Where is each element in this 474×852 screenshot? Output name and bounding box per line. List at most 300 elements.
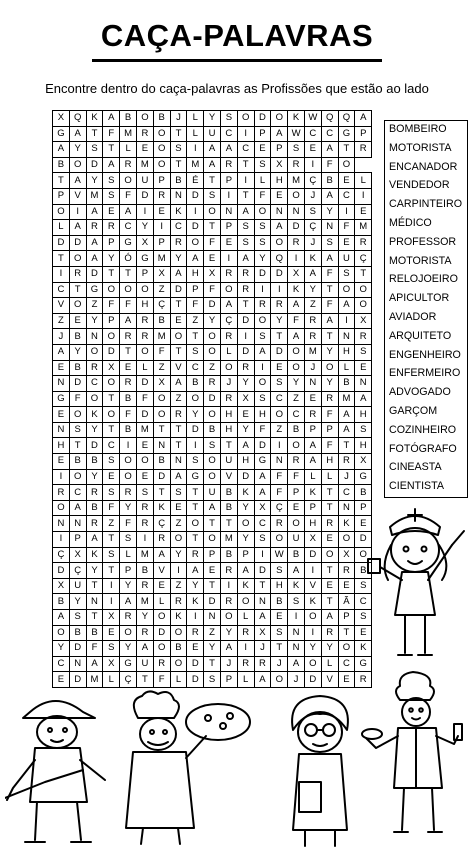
grid-cell: E bbox=[254, 142, 271, 158]
grid-cell: S bbox=[254, 157, 271, 173]
grid-cell: X bbox=[103, 656, 120, 672]
cook-illustration bbox=[358, 668, 470, 838]
grid-row bbox=[53, 251, 372, 267]
grid-cell: Ç bbox=[120, 672, 137, 688]
grid-cell: Z bbox=[204, 625, 221, 641]
grid-row bbox=[53, 266, 372, 282]
grid-cell: A bbox=[120, 313, 137, 329]
grid-cell: I bbox=[288, 610, 305, 626]
grid-cell: I bbox=[103, 578, 120, 594]
grid-cell: S bbox=[86, 142, 103, 158]
grid-cell: R bbox=[254, 298, 271, 314]
grid-cell: C bbox=[53, 282, 70, 298]
grid-cell: S bbox=[69, 422, 86, 438]
grid-row bbox=[53, 563, 372, 579]
grid-cell: N bbox=[254, 594, 271, 610]
grid-cell: E bbox=[170, 313, 187, 329]
grid-cell: A bbox=[69, 126, 86, 142]
grid-cell: S bbox=[103, 173, 120, 189]
grid-cell: K bbox=[304, 251, 321, 267]
grid-cell: R bbox=[288, 157, 305, 173]
grid-cell: M bbox=[220, 532, 237, 548]
grid-cell: S bbox=[170, 485, 187, 501]
grid-cell: O bbox=[120, 469, 137, 485]
grid-cell: Y bbox=[69, 344, 86, 360]
grid-cell: A bbox=[271, 126, 288, 142]
grid-cell: O bbox=[103, 407, 120, 423]
grid-cell: P bbox=[220, 173, 237, 189]
grid-row bbox=[53, 656, 372, 672]
grid-cell: I bbox=[304, 563, 321, 579]
grid-cell: D bbox=[69, 641, 86, 657]
grid-cell: E bbox=[53, 672, 70, 688]
grid-cell: F bbox=[204, 235, 221, 251]
grid-cell: S bbox=[254, 532, 271, 548]
grid-cell: Y bbox=[204, 313, 221, 329]
grid-row bbox=[53, 672, 372, 688]
grid-cell: R bbox=[237, 282, 254, 298]
grid-row bbox=[53, 578, 372, 594]
grid-cell: N bbox=[170, 454, 187, 470]
word-list-item: ENFERMEIRO bbox=[385, 365, 467, 384]
grid-cell: D bbox=[187, 672, 204, 688]
grid-cell: T bbox=[237, 157, 254, 173]
grid-cell: E bbox=[153, 204, 170, 220]
grid-cell: Y bbox=[53, 641, 70, 657]
grid-cell: C bbox=[338, 485, 355, 501]
grid-cell: Y bbox=[237, 376, 254, 392]
grid-cell: S bbox=[187, 344, 204, 360]
grid-cell: M bbox=[288, 173, 305, 189]
grid-cell: S bbox=[321, 235, 338, 251]
grid-cell: Y bbox=[86, 173, 103, 189]
grid-cell: S bbox=[355, 344, 372, 360]
grid-row bbox=[53, 142, 372, 158]
grid-cell: L bbox=[187, 111, 204, 127]
grid-cell: D bbox=[237, 313, 254, 329]
grid-cell: O bbox=[338, 641, 355, 657]
grid-cell: H bbox=[355, 407, 372, 423]
grid-cell: O bbox=[103, 376, 120, 392]
grid-cell: B bbox=[120, 422, 137, 438]
grid-cell: L bbox=[304, 469, 321, 485]
grid-cell: T bbox=[321, 485, 338, 501]
grid-cell: O bbox=[204, 329, 221, 345]
grid-cell: E bbox=[187, 641, 204, 657]
grid-cell: O bbox=[69, 407, 86, 423]
grid-cell: N bbox=[69, 516, 86, 532]
grid-cell: B bbox=[220, 485, 237, 501]
grid-cell: A bbox=[220, 298, 237, 314]
grid-cell: S bbox=[304, 204, 321, 220]
grid-cell: O bbox=[69, 251, 86, 267]
grid-cell: T bbox=[321, 563, 338, 579]
grid-row bbox=[53, 313, 372, 329]
grid-cell: F bbox=[120, 188, 137, 204]
grid-row bbox=[53, 594, 372, 610]
grid-cell: A bbox=[136, 641, 153, 657]
grid-cell: S bbox=[338, 266, 355, 282]
grid-cell: S bbox=[237, 220, 254, 236]
grid-cell: R bbox=[237, 266, 254, 282]
grid-cell: O bbox=[254, 313, 271, 329]
grid-cell: B bbox=[69, 454, 86, 470]
grid-cell: O bbox=[86, 344, 103, 360]
grid-cell: O bbox=[187, 516, 204, 532]
grid-row bbox=[53, 610, 372, 626]
grid-cell: O bbox=[136, 111, 153, 127]
grid-cell: O bbox=[69, 469, 86, 485]
grid-cell: S bbox=[103, 641, 120, 657]
grid-cell: B bbox=[69, 625, 86, 641]
grid-row bbox=[53, 469, 372, 485]
grid-cell: J bbox=[254, 641, 271, 657]
grid-cell: F bbox=[321, 157, 338, 173]
grid-cell: L bbox=[53, 220, 70, 236]
grid-cell: Ç bbox=[153, 516, 170, 532]
grid-cell: E bbox=[103, 625, 120, 641]
grid-cell: T bbox=[136, 672, 153, 688]
grid-cell: I bbox=[338, 204, 355, 220]
grid-cell: T bbox=[170, 157, 187, 173]
grid-cell: T bbox=[204, 516, 221, 532]
grid-cell: N bbox=[53, 422, 70, 438]
grid-cell: I bbox=[187, 204, 204, 220]
grid-cell: O bbox=[86, 391, 103, 407]
grid-row bbox=[53, 204, 372, 220]
grid-cell: O bbox=[153, 391, 170, 407]
grid-cell: C bbox=[237, 142, 254, 158]
grid-cell: N bbox=[53, 516, 70, 532]
grid-cell: O bbox=[220, 360, 237, 376]
grid-cell: X bbox=[153, 266, 170, 282]
word-list-item: MÉDICO bbox=[385, 215, 467, 234]
grid-cell: A bbox=[321, 251, 338, 267]
word-list-item: GARÇOM bbox=[385, 403, 467, 422]
grid-cell: D bbox=[136, 376, 153, 392]
grid-cell: K bbox=[304, 594, 321, 610]
word-list-item: BOMBEIRO bbox=[385, 121, 467, 140]
grid-cell: R bbox=[187, 625, 204, 641]
grid-cell: R bbox=[288, 235, 305, 251]
grid-cell: P bbox=[69, 532, 86, 548]
grid-cell: T bbox=[153, 485, 170, 501]
grid-cell: X bbox=[254, 625, 271, 641]
grid-cell: Y bbox=[321, 376, 338, 392]
grid-cell: S bbox=[271, 563, 288, 579]
grid-row bbox=[53, 344, 372, 360]
grid-cell: R bbox=[304, 329, 321, 345]
grid-cell: X bbox=[237, 391, 254, 407]
grid-cell: X bbox=[69, 547, 86, 563]
grid-cell: O bbox=[254, 204, 271, 220]
grid-cell: Z bbox=[170, 578, 187, 594]
grid-cell: Z bbox=[170, 516, 187, 532]
grid-cell: H bbox=[237, 454, 254, 470]
grid-cell: I bbox=[187, 142, 204, 158]
grid-cell: R bbox=[355, 235, 372, 251]
grid-cell: K bbox=[288, 111, 305, 127]
grid-cell: E bbox=[220, 235, 237, 251]
grid-cell: D bbox=[69, 376, 86, 392]
grid-cell: C bbox=[271, 391, 288, 407]
grid-cell: O bbox=[136, 454, 153, 470]
grid-cell: T bbox=[187, 485, 204, 501]
grid-cell: E bbox=[321, 578, 338, 594]
grid-cell: A bbox=[103, 111, 120, 127]
grid-cell: X bbox=[355, 454, 372, 470]
grid-cell: T bbox=[170, 344, 187, 360]
grid-cell: B bbox=[120, 111, 137, 127]
grid-cell: D bbox=[136, 407, 153, 423]
grid-cell: U bbox=[204, 485, 221, 501]
grid-cell: B bbox=[187, 376, 204, 392]
word-list-item: ENCANADOR bbox=[385, 159, 467, 178]
grid-cell: T bbox=[204, 578, 221, 594]
grid-cell: A bbox=[321, 313, 338, 329]
grid-cell: Ç bbox=[153, 298, 170, 314]
grid-cell: J bbox=[271, 656, 288, 672]
grid-cell: D bbox=[254, 563, 271, 579]
grid-cell: C bbox=[254, 516, 271, 532]
grid-cell: I bbox=[136, 532, 153, 548]
grid-cell: A bbox=[338, 422, 355, 438]
grid-cell: S bbox=[136, 485, 153, 501]
grid-cell: R bbox=[204, 376, 221, 392]
grid-cell: R bbox=[237, 625, 254, 641]
word-list-item: MOTORISTA bbox=[385, 253, 467, 272]
grid-cell: O bbox=[153, 641, 170, 657]
grid-cell: T bbox=[170, 298, 187, 314]
grid-cell: E bbox=[53, 407, 70, 423]
grid-cell: E bbox=[53, 454, 70, 470]
grid-cell: L bbox=[321, 469, 338, 485]
grid-cell: E bbox=[304, 142, 321, 158]
grid-cell: F bbox=[103, 500, 120, 516]
grid-cell: A bbox=[338, 298, 355, 314]
grid-cell: O bbox=[321, 360, 338, 376]
grid-cell: D bbox=[69, 235, 86, 251]
grid-cell: H bbox=[220, 422, 237, 438]
grid-cell: Q bbox=[69, 111, 86, 127]
grid-cell: A bbox=[86, 532, 103, 548]
grid-cell: T bbox=[86, 578, 103, 594]
grid-cell: C bbox=[288, 407, 305, 423]
grid-cell: U bbox=[136, 173, 153, 189]
grid-cell: P bbox=[153, 173, 170, 189]
grid-cell: O bbox=[288, 438, 305, 454]
grid-cell: T bbox=[338, 142, 355, 158]
grid-cell: O bbox=[304, 656, 321, 672]
grid-cell: D bbox=[237, 344, 254, 360]
grid-cell: A bbox=[304, 454, 321, 470]
grid-cell: M bbox=[136, 422, 153, 438]
grid-cell: F bbox=[153, 672, 170, 688]
grid-cell: I bbox=[220, 188, 237, 204]
grid-cell: R bbox=[321, 391, 338, 407]
grid-cell: B bbox=[170, 641, 187, 657]
grid-cell: P bbox=[220, 220, 237, 236]
grid-cell: V bbox=[69, 188, 86, 204]
grid-cell: Z bbox=[187, 313, 204, 329]
grid-cell: R bbox=[120, 157, 137, 173]
grid-cell: P bbox=[355, 126, 372, 142]
grid-cell: A bbox=[170, 266, 187, 282]
grid-cell: T bbox=[220, 516, 237, 532]
grid-cell: Y bbox=[86, 422, 103, 438]
grid-cell: O bbox=[136, 282, 153, 298]
grid-cell: Y bbox=[321, 641, 338, 657]
grid-cell: H bbox=[304, 516, 321, 532]
grid-cell: M bbox=[153, 329, 170, 345]
grid-cell: O bbox=[187, 235, 204, 251]
grid-cell: O bbox=[271, 235, 288, 251]
grid-cell: R bbox=[220, 266, 237, 282]
grid-cell: O bbox=[153, 157, 170, 173]
grid-cell: E bbox=[120, 360, 137, 376]
grid-cell: F bbox=[136, 391, 153, 407]
grid-cell: E bbox=[355, 516, 372, 532]
grid-cell: Y bbox=[204, 111, 221, 127]
grid-cell: I bbox=[187, 438, 204, 454]
grid-cell: D bbox=[53, 563, 70, 579]
grid-cell: O bbox=[271, 532, 288, 548]
grid-cell: I bbox=[271, 438, 288, 454]
grid-cell: P bbox=[103, 235, 120, 251]
grid-cell: Z bbox=[103, 516, 120, 532]
grid-cell: G bbox=[355, 469, 372, 485]
grid-cell: A bbox=[271, 220, 288, 236]
grid-cell: O bbox=[120, 454, 137, 470]
grid-cell: P bbox=[304, 500, 321, 516]
grid-row bbox=[53, 532, 372, 548]
teacher-illustration bbox=[275, 690, 365, 850]
grid-cell: I bbox=[304, 157, 321, 173]
grid-cell: N bbox=[304, 376, 321, 392]
grid-cell: R bbox=[220, 594, 237, 610]
grid-cell: R bbox=[304, 407, 321, 423]
grid-cell: C bbox=[187, 360, 204, 376]
grid-cell: N bbox=[288, 625, 305, 641]
grid-cell: P bbox=[53, 188, 70, 204]
grid-cell: S bbox=[271, 376, 288, 392]
grid-cell: X bbox=[338, 547, 355, 563]
grid-cell: O bbox=[136, 344, 153, 360]
grid-cell: I bbox=[120, 438, 137, 454]
grid-row bbox=[53, 173, 372, 189]
grid-cell: R bbox=[69, 266, 86, 282]
grid-cell: L bbox=[187, 126, 204, 142]
grid-cell: K bbox=[355, 641, 372, 657]
grid-cell: B bbox=[86, 625, 103, 641]
word-list-item: APICULTOR bbox=[385, 290, 467, 309]
grid-cell: Y bbox=[170, 547, 187, 563]
grid-cell: O bbox=[170, 656, 187, 672]
grid-cell: O bbox=[204, 469, 221, 485]
grid-cell: P bbox=[338, 610, 355, 626]
grid-cell: M bbox=[153, 251, 170, 267]
grid-cell: R bbox=[220, 329, 237, 345]
grid-cell: O bbox=[153, 407, 170, 423]
grid-cell: A bbox=[53, 142, 70, 158]
grid-cell: S bbox=[187, 454, 204, 470]
grid-cell: H bbox=[187, 266, 204, 282]
grid-cell: N bbox=[355, 376, 372, 392]
grid-cell: T bbox=[103, 422, 120, 438]
grid-cell: S bbox=[288, 142, 305, 158]
grid-cell: B bbox=[153, 313, 170, 329]
grid-cell: G bbox=[120, 656, 137, 672]
grid-cell: A bbox=[254, 469, 271, 485]
grid-cell: C bbox=[338, 656, 355, 672]
grid-cell: D bbox=[204, 594, 221, 610]
grid-cell: X bbox=[204, 266, 221, 282]
grid-cell: E bbox=[338, 235, 355, 251]
grid-cell: D bbox=[103, 344, 120, 360]
grid-cell: D bbox=[204, 391, 221, 407]
grid-cell: F bbox=[321, 438, 338, 454]
grid-cell: S bbox=[220, 111, 237, 127]
grid-cell: T bbox=[237, 298, 254, 314]
grid-cell: P bbox=[120, 563, 137, 579]
grid-cell: F bbox=[271, 469, 288, 485]
grid-cell: F bbox=[254, 188, 271, 204]
grid-cell: F bbox=[103, 126, 120, 142]
grid-cell: O bbox=[237, 111, 254, 127]
grid-cell: A bbox=[237, 204, 254, 220]
grid-cell: R bbox=[120, 610, 137, 626]
grid-cell: B bbox=[170, 173, 187, 189]
grid-cell: O bbox=[187, 391, 204, 407]
grid-cell: B bbox=[53, 594, 70, 610]
grid-cell: E bbox=[338, 173, 355, 189]
grid-cell: E bbox=[103, 469, 120, 485]
grid-cell: R bbox=[355, 142, 372, 158]
grid-cell: T bbox=[204, 220, 221, 236]
grid-cell: O bbox=[120, 625, 137, 641]
grid-cell: Y bbox=[321, 344, 338, 360]
grid-cell: E bbox=[271, 610, 288, 626]
grid-cell: A bbox=[321, 142, 338, 158]
grid-cell: R bbox=[136, 500, 153, 516]
grid-cell: Ç bbox=[304, 173, 321, 189]
grid-cell: B bbox=[153, 454, 170, 470]
grid-cell: Y bbox=[304, 641, 321, 657]
grid-cell: U bbox=[204, 126, 221, 142]
grid-cell: Y bbox=[187, 407, 204, 423]
grid-cell: R bbox=[338, 454, 355, 470]
grid-cell: C bbox=[220, 126, 237, 142]
grid-cell: A bbox=[355, 391, 372, 407]
grid-cell: T bbox=[187, 500, 204, 516]
grid-cell: B bbox=[53, 157, 70, 173]
grid-cell: O bbox=[288, 516, 305, 532]
grid-cell: A bbox=[220, 641, 237, 657]
grid-cell: O bbox=[237, 594, 254, 610]
grid-cell: S bbox=[120, 532, 137, 548]
grid-cell: I bbox=[136, 204, 153, 220]
grid-cell: A bbox=[69, 220, 86, 236]
grid-cell: U bbox=[136, 656, 153, 672]
grid-cell: R bbox=[86, 485, 103, 501]
grid-cell: I bbox=[355, 188, 372, 204]
grid-cell: P bbox=[220, 672, 237, 688]
grid-cell: A bbox=[170, 469, 187, 485]
grid-row bbox=[53, 422, 372, 438]
grid-cell: P bbox=[153, 235, 170, 251]
grid-cell: R bbox=[288, 454, 305, 470]
grid-cell: S bbox=[355, 422, 372, 438]
